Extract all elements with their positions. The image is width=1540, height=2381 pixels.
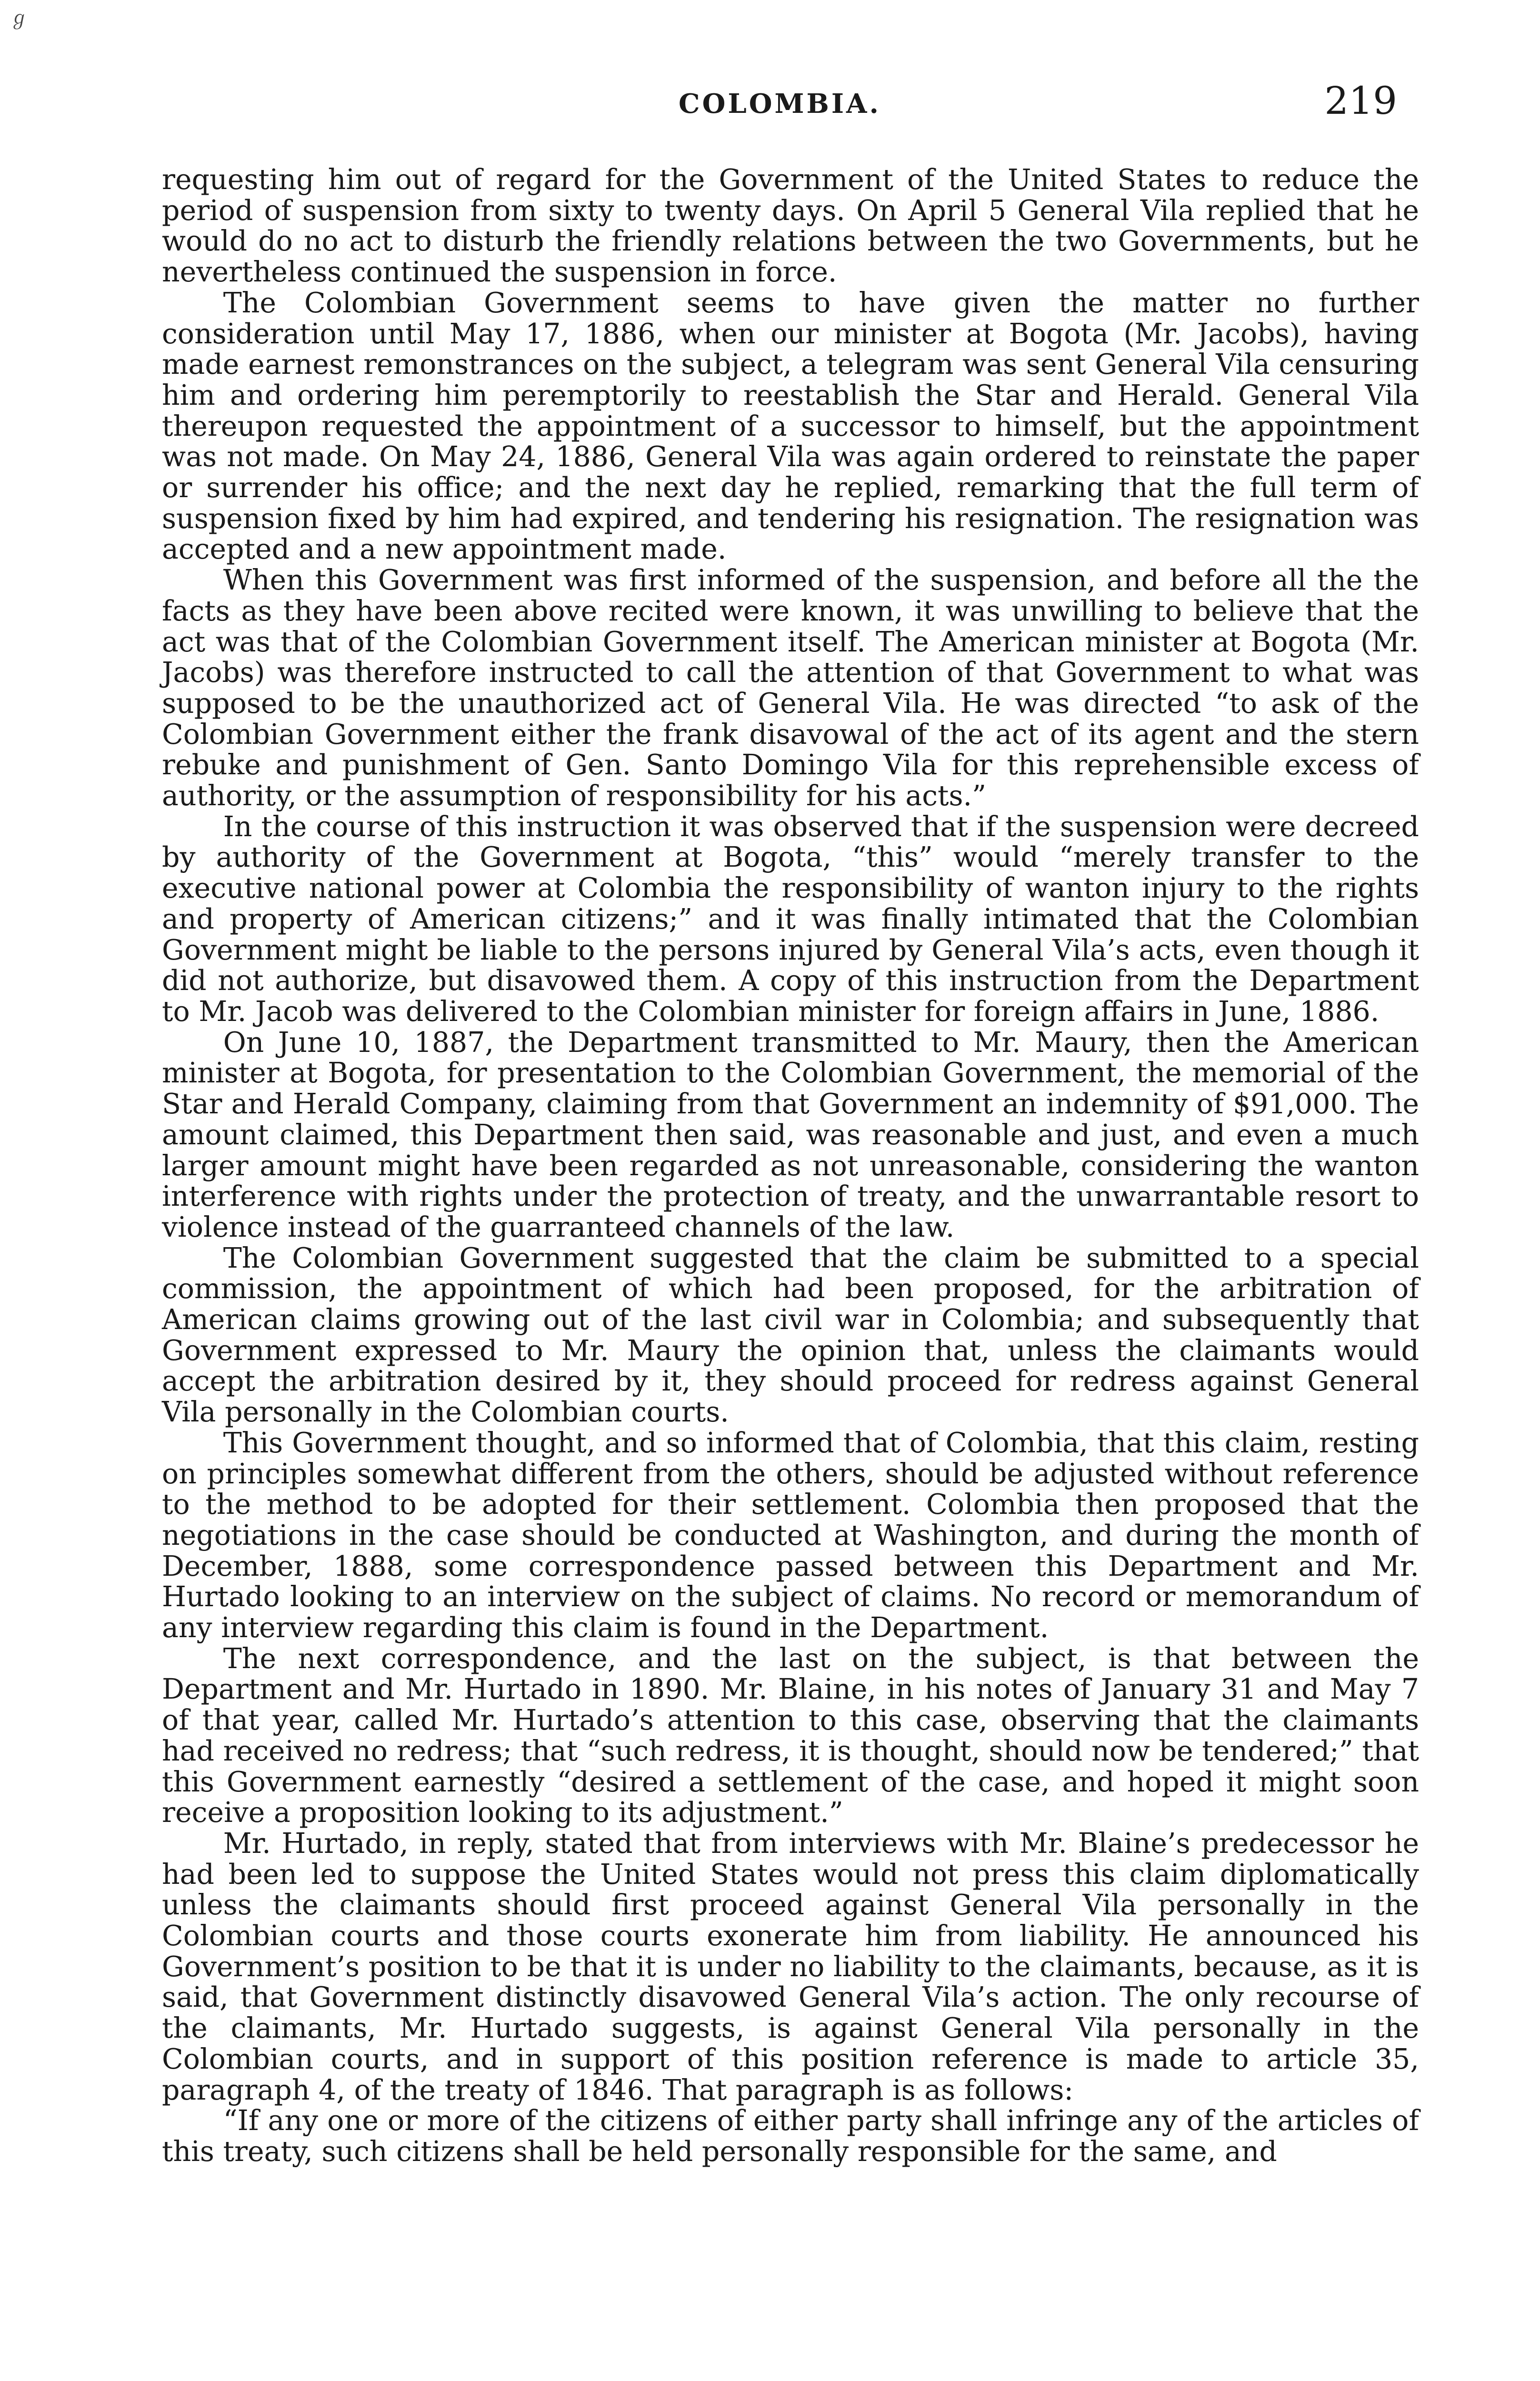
treaty-quote: “If any one or more of the citizens of either party shall infringe any of the articles of this treaty, such citizens shall be held personally responsible for the same, and [162, 2104, 1419, 2168]
corner-mark: ℊ [10, 7, 29, 29]
running-title: COLOMBIA. [679, 88, 881, 120]
paragraph-6: The Colombian Government suggested that the claim be submitted to a special commission, the appointment of which had been proposed, for the arbitration of American claims growing out of the last civil war in Colombia; and subsequently that Government expressed to Mr. Maury the opinion that, unless the claimants would accept the arbitration desired by it, they should proceed for redress against General Vila personally in the Colombian courts. [162, 1241, 1419, 1429]
paragraph-1: requesting him out of regard for the Government of the United States to reduce the period of suspension from sixty to twenty days. On April 5 General Vila replied that he would do no act to disturb the friendly relations between the two Governments, but he nevertheless continued the suspension in force. [162, 163, 1419, 289]
paragraph-7: This Government thought, and so informed that of Colombia, that this claim, resting on principles somewhat different from the others, should be adjusted without reference to the method to be adopted for their settlement. Colombia then proposed that the negotiations in the case should be conducted at Washington, and during the month of December, 1888, some correspondence passed between this Department and Mr. Hurtado looking to an interview on the subject of claims. No record or memorandum of any interview regarding this claim is found in the Department. [162, 1426, 1419, 1644]
paragraph-9: Mr. Hurtado, in reply, stated that from interviews with Mr. Blaine’s predecessor he had been led to suppose the United States would not press this claim diplomatically unless the claimants should first proceed against General Vila personally in the Colombian courts and those courts exonerate him from liability. He announced his Government’s position to be that it is under no liability to the claimants, because, as it is said, that Government distinctly disavowed General Vila’s action. The only recourse of the claimants, Mr. Hurtado suggests, is against General Vila personally in the Colombian courts, and in support of this position reference is made to article 35, paragraph 4, of the treaty of 1846. That paragraph is as follows: [162, 1827, 1419, 2106]
paragraph-8: The next correspondence, and the last on the subject, is that between the Department and Mr. Hurtado in 1890. Mr. Blaine, in his notes of January 31 and May 7 of that year, called Mr. Hurtado’s attention to this case, observing that the claimants had received no redress; that “such redress, it is thought, should now be tendered;” that this Government earnestly “desired a settlement of the case, and hoped it might soon receive a proposition looking to its adjustment.” [162, 1642, 1419, 1829]
paragraph-5: On June 10, 1887, the Department transmitted to Mr. Maury, then the American minister at Bogota, for presentation to the Colombian Government, the memorial of the Star and Herald Company, claiming from that Government an indemnity of $91,000. The amount claimed, this Department then said, was reasonable and just, and even a much larger amount might have been regarded as not unreasonable, considering the wanton interference with rights under the protection of treaty, and the unwarrantable resort to violence instead of the guarranteed channels of the law. [162, 1026, 1419, 1243]
body-text [162, 164, 1419, 2167]
page-number: 219 [1324, 79, 1397, 123]
paragraph-2: The Colombian Government seems to have given the matter no further consideration until May 17, 1886, when our minister at Bogota (Mr. Jacobs), having made earnest remonstrances on the subject, a telegram was sent General Vila censuring him and ordering him peremptorily to reestablish the Star and Herald. General Vila thereupon requested the appointment of a successor to himself, but the appointment was not made. On May 24, 1886, General Vila was again ordered to reinstate the paper or surrender his office; and the next day he replied, remarking that the full term of suspension fixed by him had expired, and tendering his resignation. The resignation was accepted and a new appointment made. [162, 286, 1419, 566]
paragraph-3: When this Government was first informed of the suspension, and before all the the facts as they have been above recited were known, it was unwilling to believe that the act was that of the Colombian Government itself. The American minister at Bogota (Mr. Jacobs) was therefore instructed to call the attention of that Government to what was supposed to be the unauthorized act of General Vila. He was directed “to ask of the Colombian Government either the frank disavowal of the act of its agent and the stern rebuke and punishment of Gen. Santo Domingo Vila for this reprehensible excess of authority, or the assumption of responsibility for his acts.” [162, 564, 1419, 812]
paragraph-4: In the course of this instruction it was observed that if the suspension were decreed by authority of the Government at Bogota, “this” would “merely transfer to the executive national power at Colombia the responsibility of wanton injury to the rights and property of American citizens;” and it was finally intimated that the Colombian Government might be liable to the persons injured by General Vila’s acts, even though it did not authorize, but disavowed them. A copy of this instruction from the Department to Mr. Jacob was delivered to the Colombian minister for foreign affairs in June, 1886. [162, 810, 1419, 1028]
